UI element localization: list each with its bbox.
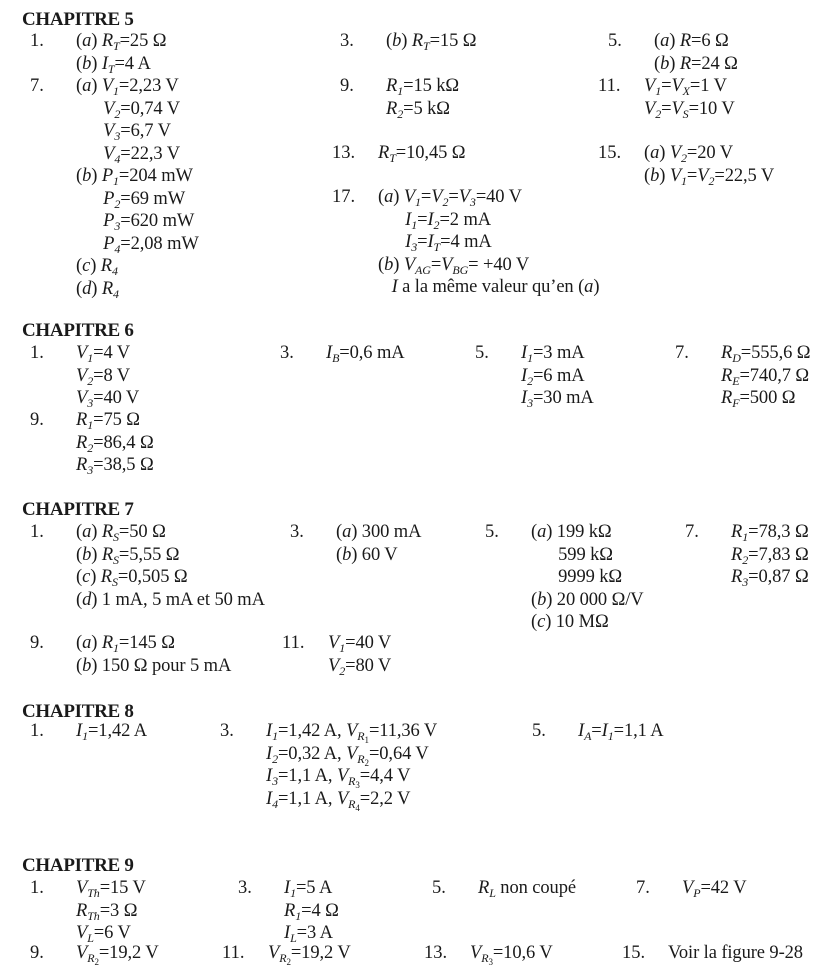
answer-line: $R_T=10,45$ Ω (378, 143, 466, 165)
answer-line: $R_D=555,6$ Ω (721, 343, 811, 365)
answer-body (326, 342, 405, 365)
answer-body (336, 521, 421, 566)
answer (424, 942, 553, 965)
answer-number: 3. (238, 878, 252, 898)
answer-line: (b) 60 V (336, 544, 398, 565)
answer-line: $R_L$ non coupé (478, 878, 576, 900)
chapter-7-title: CHAPITRE 7 (22, 499, 134, 520)
answer-line: $V_2=V_S=10$ V (644, 98, 735, 121)
answer-body (378, 186, 599, 299)
answer-line: (b) $R_T=15$ Ω (386, 31, 477, 53)
answer-body (386, 75, 459, 120)
answer-line: $R_2=5$ kΩ (386, 98, 450, 121)
answer-body (668, 942, 803, 965)
answer-number: 5. (608, 31, 622, 51)
answer-number: 11. (222, 943, 245, 963)
answer-line: $R_3=0,87$ Ω (731, 567, 809, 589)
answer-body (76, 409, 154, 477)
answer-line: 599 kΩ (531, 544, 613, 565)
answer-line: (a) $R_T=25$ Ω (76, 31, 167, 53)
answer-body (654, 30, 738, 75)
answer (222, 942, 351, 965)
answer-number: 1. (30, 31, 44, 51)
answer-body (76, 632, 231, 677)
answer-body (731, 521, 809, 589)
answer-body (328, 632, 391, 677)
answer-body (682, 877, 747, 900)
answer-line: $V_L=6$ V (76, 923, 131, 945)
answer (30, 720, 147, 743)
answer-line: $I_3=30$ mA (521, 388, 594, 410)
answer-line: $I_B=0,6$ mA (326, 343, 405, 365)
answer-line: (a) 199 kΩ (531, 522, 612, 542)
answer-number: 3. (220, 721, 234, 741)
answer-number: 17. (332, 187, 356, 207)
answer-number: 11. (282, 633, 305, 653)
answer-line: $I_1=5$ A (284, 878, 333, 900)
answer (30, 75, 199, 300)
answer-line: $R_1=4$ Ω (284, 900, 339, 923)
answer-line: (a) $R_1=145$ Ω (76, 633, 175, 655)
answer-line: (a) $V_1=2,23$ V (76, 76, 179, 98)
answer (30, 342, 139, 410)
answer-line: (d) $R_4$ (76, 278, 119, 301)
answer-body (76, 942, 159, 965)
answer-line: $P_2=69$ mW (103, 188, 186, 211)
answer-line: (d) 1 mA, 5 mA et 50 mA (76, 589, 265, 610)
answer-number: 13. (332, 143, 356, 163)
answer-line: (a) R=6 Ω (654, 31, 729, 51)
answer-line: (b) $V_{AG}=V_{BG}= +40$ V (378, 254, 530, 277)
answer-body (76, 30, 166, 75)
answer-line: $R_1=75$ Ω (76, 410, 140, 432)
answer (282, 632, 391, 677)
answer-line: (b) 150 Ω pour 5 mA (76, 655, 232, 676)
answer-line: (c) $R_4$ (76, 256, 118, 278)
answer-number: 1. (30, 343, 44, 363)
answer-line: $V_{R_3}=10,6$ V (470, 943, 553, 967)
answer (340, 30, 476, 53)
answer (290, 521, 421, 566)
answer-line: $I_4=1,1$ A, $V_{R_4}=2,2$ V (266, 788, 411, 813)
answer (598, 142, 774, 187)
answer-line: $R_F=500$ Ω (721, 388, 796, 410)
answer-line: (a) $V_1=V_2=V_3=40$ V (378, 187, 522, 209)
answer-line: (a) $V_2=20$ V (644, 143, 734, 165)
answer-line: $R_3=38,5$ Ω (76, 455, 154, 477)
chapter-9-title: CHAPITRE 9 (22, 855, 134, 876)
chapter-8-title: CHAPITRE 8 (22, 701, 134, 722)
answer-number: 15. (622, 943, 646, 963)
answer-line: $V_{Th}=15$ V (76, 878, 146, 900)
answer-line: 9999 kΩ (531, 567, 623, 587)
answer-number: 9. (340, 76, 354, 96)
answer-line: I a la même valeur qu’en (a) (391, 277, 600, 297)
answer-line: $V_2=80$ V (328, 655, 392, 678)
answer (30, 521, 265, 611)
answer-body (470, 942, 553, 965)
answer-line: $I_A=I_1=1,1$ A (578, 721, 664, 743)
answer-body (644, 142, 774, 187)
answer-line: (b) $P_1=204$ mW (76, 166, 193, 188)
answer-number: 5. (475, 343, 489, 363)
answer-number: 1. (30, 522, 44, 542)
chapter-5-title: CHAPITRE 5 (22, 9, 134, 30)
answer (432, 877, 576, 900)
answer-number: 15. (598, 143, 622, 163)
answer-number: 1. (30, 721, 44, 741)
answer (280, 342, 405, 365)
answer-number: 11. (598, 76, 621, 96)
answer-line: $I_3=1,1$ A, $V_{R_3}=4,4$ V (266, 766, 411, 790)
answer-body (644, 75, 735, 120)
answer-line: $V_3=40$ V (76, 388, 140, 410)
answer-line: $I_1=I_2=2$ mA (405, 209, 491, 232)
answer-line: (b) $V_1=V_2=22,5$ V (644, 165, 775, 188)
answer-line: $V_4=22,3$ V (103, 143, 181, 166)
answer-line: $I_1=1,42$ A, $V_{R_1}=11,36$ V (266, 721, 438, 745)
answer (340, 75, 459, 120)
answer-line: $V_1=40$ V (328, 633, 392, 655)
answer-body (378, 142, 465, 165)
answer (30, 30, 166, 75)
answer (475, 342, 594, 410)
answer-line: (b) 20 000 Ω/V (531, 589, 644, 610)
answer-number: 9. (30, 410, 44, 430)
answer-number: 7. (30, 76, 44, 96)
answer (332, 186, 599, 299)
answer (532, 720, 664, 743)
answer-body (521, 342, 594, 410)
answer-number: 7. (675, 343, 689, 363)
answer-line: $V_2=0,74$ V (103, 98, 181, 121)
answer-number: 13. (424, 943, 448, 963)
answer-line: Voir la figure 9-28 (668, 943, 803, 963)
answer-body (266, 720, 438, 813)
answer-line: $R_1=15$ kΩ (386, 76, 460, 98)
answer-body (268, 942, 351, 965)
answer-line: $P_4=2,08$ mW (103, 233, 199, 256)
answer-line: $I_1=1,42$ A (76, 721, 148, 743)
answer (675, 342, 810, 410)
answer-line: $V_2=8$ V (76, 365, 131, 388)
answer (608, 30, 738, 75)
answer-body (531, 521, 644, 634)
answer-number: 5. (532, 721, 546, 741)
answer-body (386, 30, 476, 53)
answer-line: (b) $I_T=4$ A (76, 53, 151, 76)
answer-line: (a) 300 mA (336, 522, 422, 542)
answer (30, 632, 231, 677)
answer-line: $V_P=42$ V (682, 878, 747, 900)
answer-body (578, 720, 664, 743)
answer-line: $V_{R_2}=19,2$ V (76, 943, 159, 967)
answer-body (76, 75, 199, 300)
answer (30, 409, 154, 477)
answer (598, 75, 735, 120)
answer (30, 942, 159, 965)
answer-line: $R_2=86,4$ Ω (76, 432, 154, 455)
answer (332, 142, 465, 165)
answer-body (284, 877, 339, 945)
answer-line: $I_1=3$ mA (521, 343, 585, 365)
answer-body (76, 720, 147, 743)
answer-number: 9. (30, 633, 44, 653)
answer-line: $I_3=I_T=4$ mA (405, 232, 492, 254)
answer (685, 521, 809, 589)
answer (220, 720, 438, 813)
answer-number: 7. (636, 878, 650, 898)
chapter-6-title: CHAPITRE 6 (22, 320, 134, 341)
answer-number: 3. (290, 522, 304, 542)
answer-number: 1. (30, 878, 44, 898)
answer (485, 521, 644, 634)
answer-line: (b) $R_S=5,55$ Ω (76, 544, 180, 567)
answer-body (76, 877, 146, 945)
answer-body (478, 877, 576, 900)
answer (30, 877, 146, 945)
answer-line: $R_E=740,7$ Ω (721, 365, 810, 388)
answer-line: $V_1=4$ V (76, 343, 131, 365)
answer-line: (a) $R_S=50$ Ω (76, 522, 166, 544)
answer-number: 3. (280, 343, 294, 363)
answer-number: 9. (30, 943, 44, 963)
answer-number: 5. (485, 522, 499, 542)
answer-line: $I_2=0,32$ A, $V_{R_2}=0,64$ V (266, 743, 429, 768)
answer-line: $R_2=7,83$ Ω (731, 544, 809, 567)
answer-body (76, 342, 139, 410)
answer (636, 877, 747, 900)
answer-line: $R_{Th}=3$ Ω (76, 900, 138, 923)
answer (622, 942, 803, 965)
answer-body (76, 521, 265, 611)
answer-body (721, 342, 810, 410)
answer-line: $R_1=78,3$ Ω (731, 522, 809, 544)
answer-line: $V_{R_2}=19,2$ V (268, 943, 351, 967)
answer-line: $V_1=V_X=1$ V (644, 76, 727, 98)
answer (238, 877, 339, 945)
answer-number: 3. (340, 31, 354, 51)
answer-line: (b) R=24 Ω (654, 53, 738, 74)
answer-line: $P_3=620$ mW (103, 211, 195, 233)
answer-line: (c) $R_S=0,505$ Ω (76, 567, 188, 589)
answer-line: $V_3=6,7$ V (103, 121, 171, 143)
answer-number: 5. (432, 878, 446, 898)
answer-number: 7. (685, 522, 699, 542)
answer-line: (c) 10 MΩ (531, 612, 609, 632)
answer-line: $I_L=3$ A (284, 923, 333, 945)
answer-line: $I_2=6$ mA (521, 365, 585, 388)
